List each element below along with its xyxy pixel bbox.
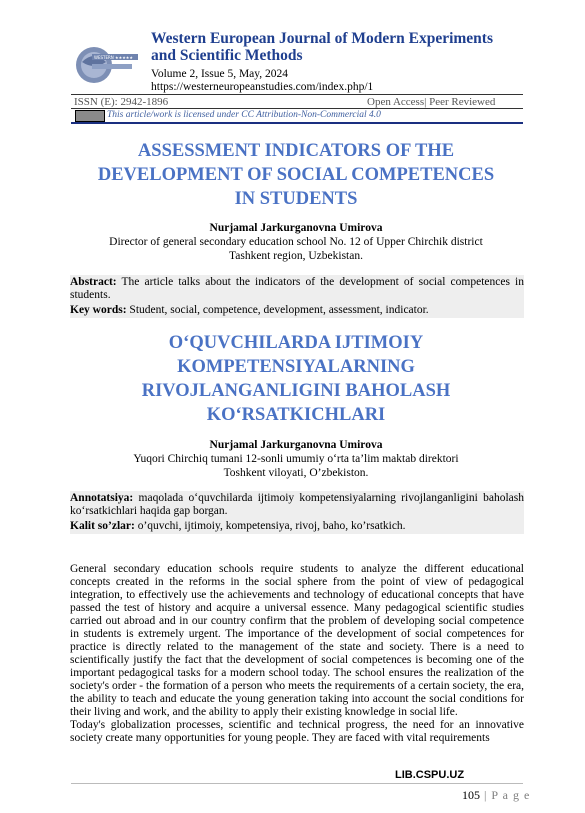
- english-author-block: [70, 221, 522, 263]
- abstract-text: The article talks about the indicators of the development of social competences in students.: [70, 276, 524, 301]
- uzbek-abstract: [70, 491, 524, 519]
- uzbek-abstract-block: [70, 491, 524, 534]
- uzbek-title-line: KOMPETENSIYALARNING: [177, 357, 415, 377]
- uzbek-author: Nurjamal Jarkurganovna Umirova: [209, 439, 383, 451]
- english-title-line: IN STUDENTS: [234, 189, 358, 209]
- uzbek-author-block: [70, 438, 522, 480]
- body-text: [70, 563, 524, 745]
- uzbek-title-line: KO‘RSATKICHLARI: [206, 405, 386, 425]
- volume-info: Volume 2, Issue 5, May, 2024: [151, 68, 289, 80]
- uzbek-title: [70, 331, 522, 427]
- annotatsiya-text: maqolada o‘quvchilarda ijtimoiy kompetensiyalarning rivojlanganligini baholash ko‘rsatkichlari haqida gap borgan.: [70, 492, 524, 517]
- english-title-line: ASSESSMENT INDICATORS OF THE: [137, 141, 455, 161]
- footer-rule: [71, 783, 523, 784]
- kalit-text: o’quvchi, ijtimoiy, kompetensiya, rivoj, baho, ko’rsatkich.: [134, 520, 406, 532]
- issn: ISSN (E): 2942-1896: [74, 96, 169, 108]
- english-title-line: DEVELOPMENT OF SOCIAL COMPETENCES: [97, 165, 495, 185]
- keywords-text: Student, social, competence, development, assessment, indicator.: [126, 304, 429, 316]
- english-title: [70, 139, 522, 211]
- english-affiliation-1: Director of general secondary education school No. 12 of Upper Chirchik district: [109, 236, 483, 248]
- uzbek-affiliation-2: Toshkent viloyati, O’zbekiston.: [223, 467, 369, 479]
- journal-title-line2: and Scientific Methods: [151, 47, 303, 64]
- body-paragraph-2: Today's globalization processes, scientific and technical progress, the need for an innovative society create many opportunities for young people. They are faced with vital requirements: [70, 719, 524, 744]
- journal-logo: [74, 40, 144, 90]
- page-number-block: [462, 788, 530, 803]
- header-rule-top: [71, 94, 523, 95]
- uzbek-title-line: O‘QUVCHILARDA IJTIMOIY: [168, 333, 424, 353]
- annotatsiya-label: Annotatsiya:: [70, 492, 134, 504]
- watermark: LIB.CSPU.UZ: [395, 769, 465, 781]
- header-rule-bottom: [71, 122, 523, 124]
- page-number: 105: [462, 788, 480, 802]
- uzbek-keywords: [70, 519, 524, 534]
- english-author: Nurjamal Jarkurganovna Umirova: [209, 222, 383, 234]
- journal-title: [151, 30, 541, 64]
- body-paragraph-1: General secondary education schools require students to analyze the different educational concepts created in the reforms in the social sphere from the point of view of pedagogical integration, to effectively use the achievements and technology of educational concepts that have passed the test of history and acquire a universal essence. Many pedagogical scientific studies carried out abroad and in our country confirm that the problem of developing social competence in students is extremely urgent. The importance of the development of social competences for practice is directly related to the management of the state and society. There is a need to scientifically justify the fact that the development of social competences is becoming one of the important pedagogical tasks for a modern school today. The school ensures the realization of the society's order - the formation of a person who meets the requirements of a certain society, the era, the ability to teach and educate the young generation taking into account the social conditions for their living and work, and the ability to apply their existing knowledge in social life.: [70, 563, 524, 718]
- english-abstract-block: [70, 275, 524, 318]
- english-keywords: [70, 303, 524, 318]
- english-abstract: [70, 275, 524, 303]
- page-label: | P a g e: [480, 788, 531, 802]
- kalit-label: Kalit so’zlar:: [70, 520, 135, 532]
- header-rule-mid: [71, 108, 523, 109]
- uzbek-title-line: RIVOJLANGANLIGINI BAHOLASH: [141, 381, 451, 401]
- journal-title-line1: Western European Journal of Modern Experiments: [151, 30, 493, 47]
- cc-license-icon: [75, 110, 105, 122]
- english-affiliation-2: Tashkent region, Uzbekistan.: [229, 250, 363, 262]
- license-text: This article/work is licensed under CC Attribution-Non-Commercial 4.0: [107, 110, 381, 120]
- svg-text:WESTERN ★★★★★: WESTERN ★★★★★: [94, 55, 133, 60]
- abstract-label: Abstract:: [70, 276, 117, 288]
- uzbek-affiliation-1: Yuqori Chirchiq tumani 12-sonli umumiy o‘rta ta’lim maktab direktori: [133, 453, 459, 465]
- keywords-label: Key words:: [70, 304, 127, 316]
- journal-url[interactable]: https://westerneuropeanstudies.com/index.php/1: [151, 81, 374, 93]
- open-access-label: Open Access| Peer Reviewed: [367, 96, 496, 108]
